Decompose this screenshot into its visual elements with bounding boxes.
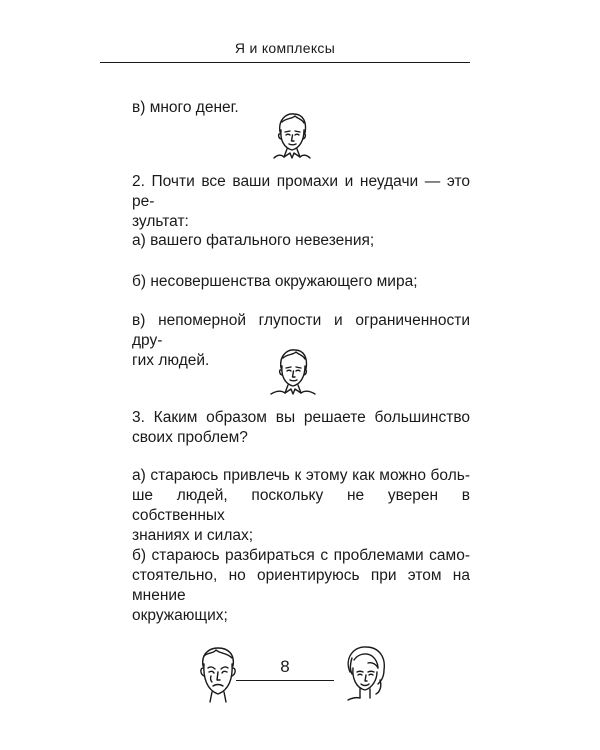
q2-option-a: а) вашего фатального невезения; [132,232,375,249]
q2-option-c-line-2: гих людей. [132,352,210,369]
question-3-line-1: 3. Каким образом вы решаете большинство [132,409,470,426]
question-2-line-1: 2. Почти все ваши промахи и неудачи — это ре- [132,173,470,210]
q2-option-c-line-1: в) непомерной глупости и ограниченности дру- [132,312,470,349]
q3-option-a-line-2: ше людей, поскольку не уверен в собственных [132,487,470,524]
q3-option-b [132,546,470,626]
q3-option-a-line-3: знаниях и силах; [132,527,254,544]
q3-option-a [132,466,470,546]
question-2-line-2: зультат: [132,213,189,230]
question-3-line-2: своих проблем? [132,429,248,446]
page-number: 8 [280,657,290,676]
question-3 [132,408,470,448]
sad-man-face-icon [195,646,241,704]
q1-option-c: в) много денег. [132,99,239,116]
footer-rule [236,680,334,681]
man-face-icon [268,110,316,160]
q3-option-b-line-2: стоятельно, но ориентируюсь при этом на мнение [132,567,470,604]
q3-option-b-line-3: окружающих; [132,607,228,624]
question-2 [132,172,470,232]
man-face-icon [267,346,319,396]
header-rule [100,62,470,63]
q3-option-a-line-1: а) стараюсь привлечь к этому как можно боль- [132,467,470,484]
q2-option-b: б) несовершенства окружающего мира; [132,273,418,290]
woman-face-icon [340,644,390,704]
q3-option-b-line-1: б) стараюсь разбираться с проблемами само- [132,547,470,564]
running-head: Я и комплексы [234,40,336,56]
